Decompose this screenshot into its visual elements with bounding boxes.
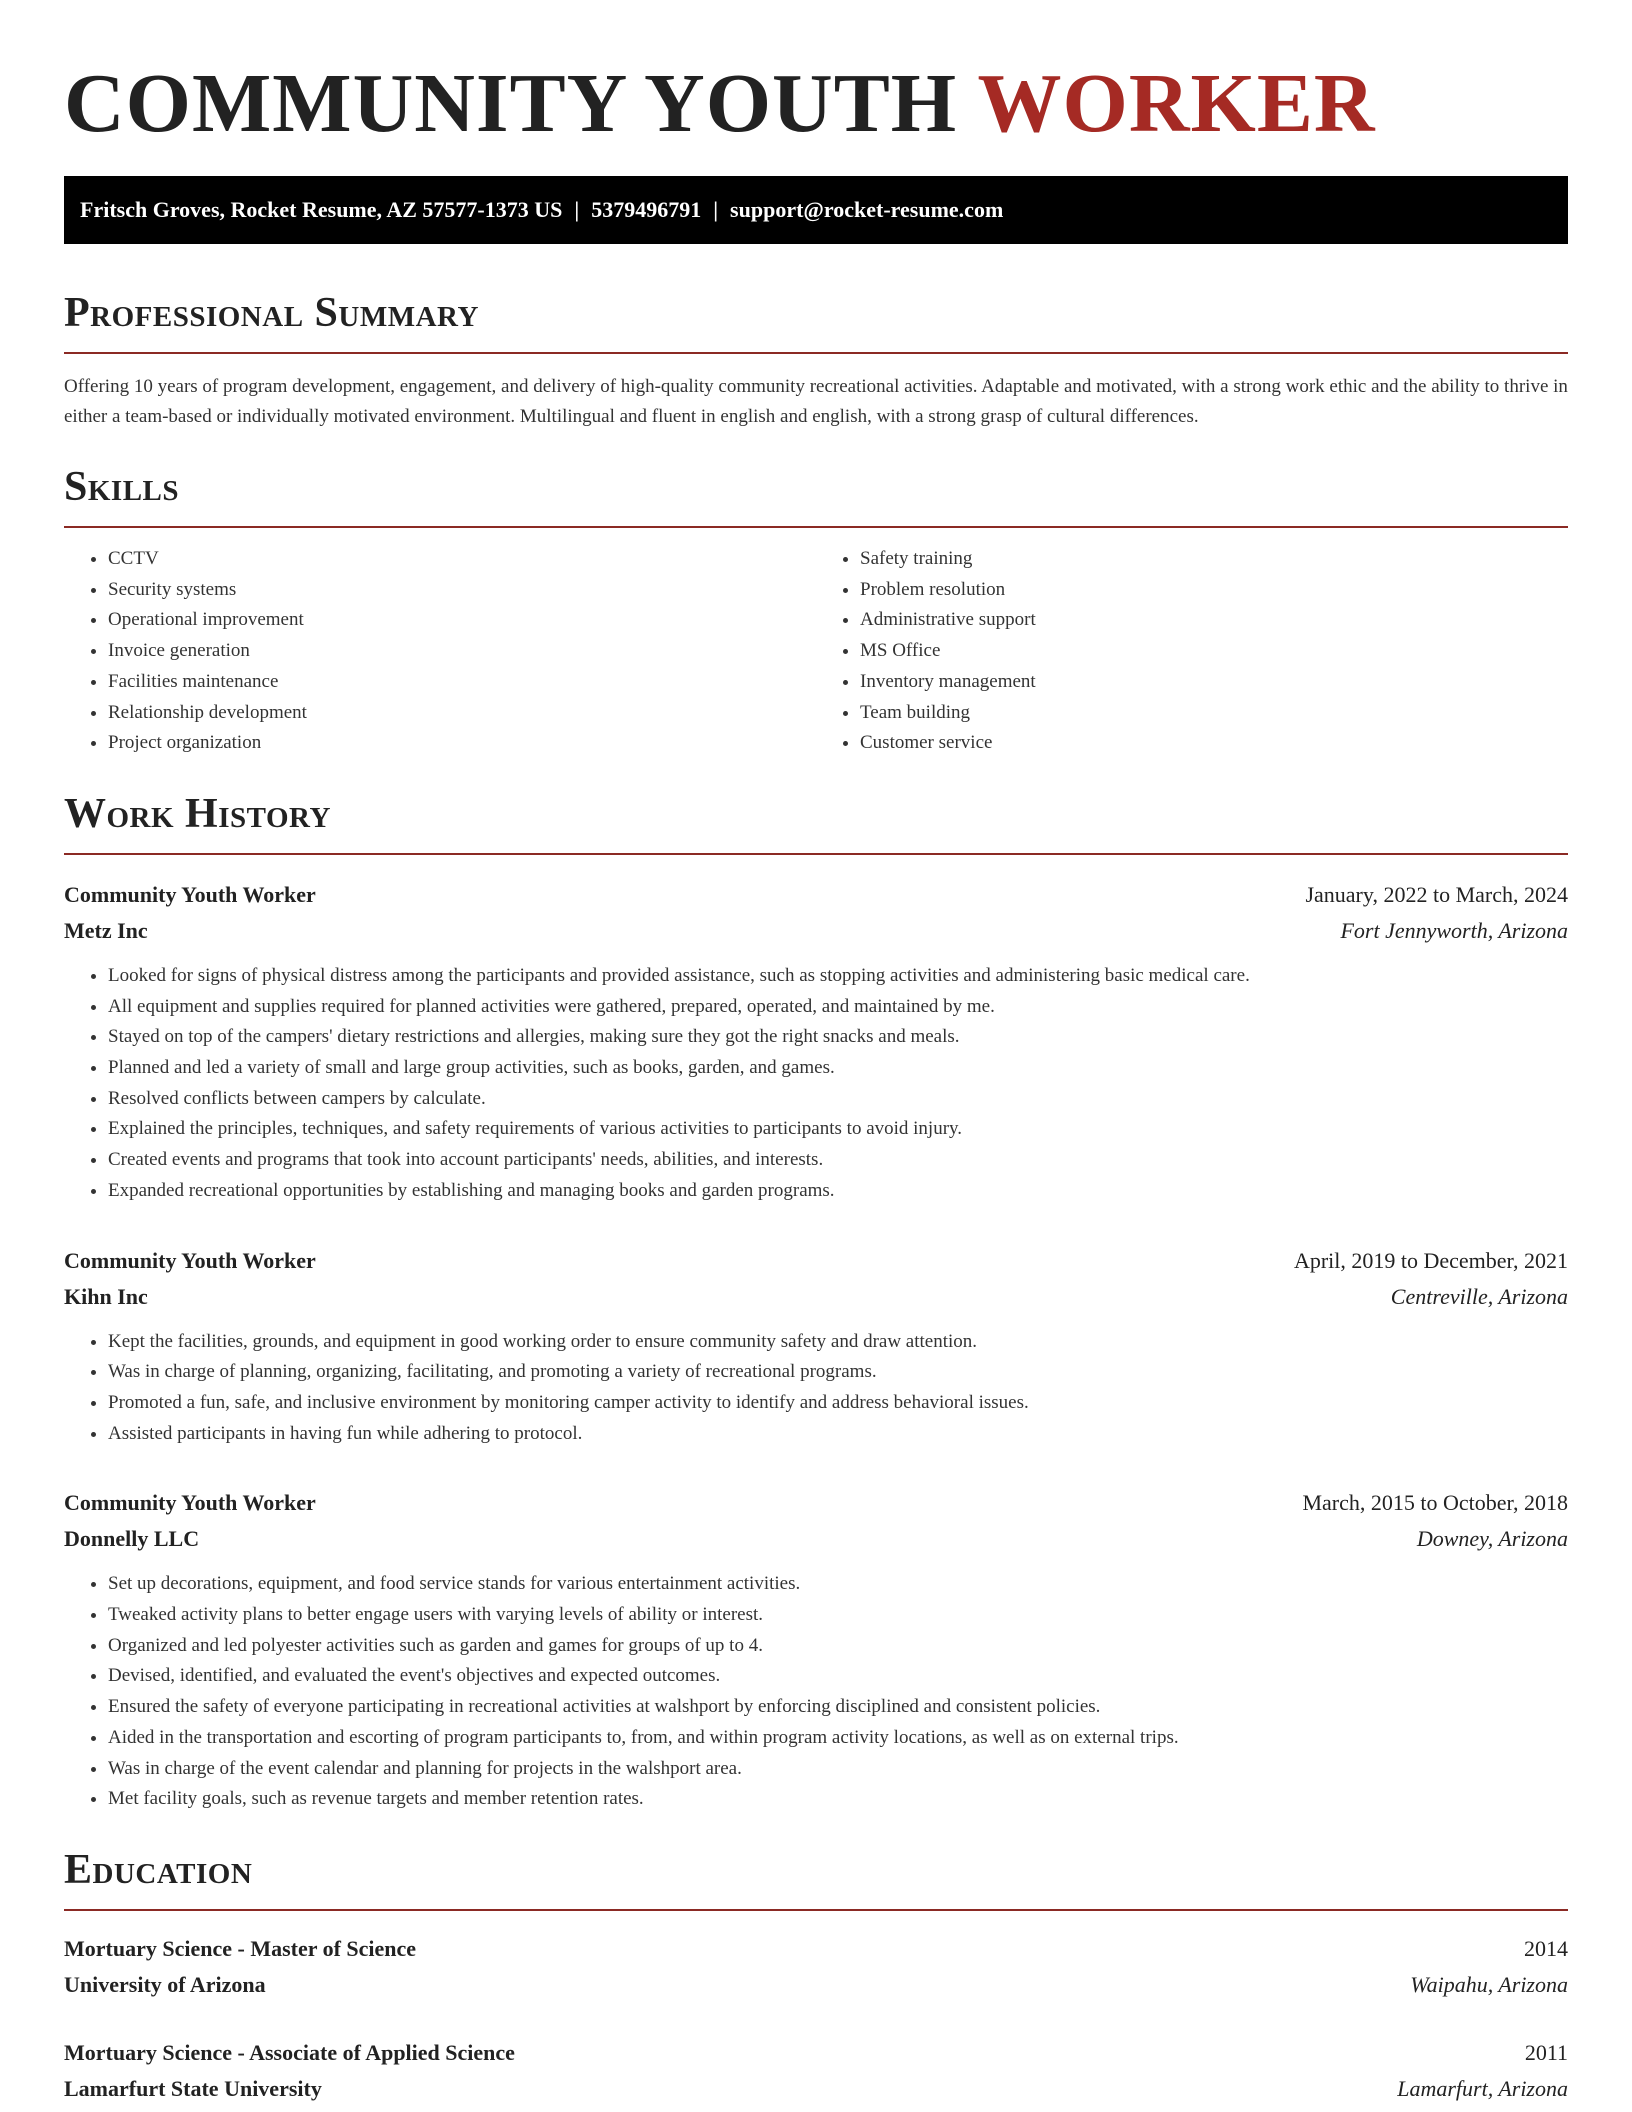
job-bullet: • Devised, identified, and evaluated the event's objectives and expected outcomes.	[108, 1661, 1568, 1692]
education-school: Lamarfurt State University	[64, 2075, 322, 2101]
skill-item: • Facilities maintenance	[108, 667, 816, 698]
name-accent: WORKER	[977, 57, 1376, 150]
education-degree: Mortuary Science - Associate of Applied Science	[64, 2039, 515, 2065]
job-bullet: • Promoted a fun, safe, and inclusive environment by monitoring camper activity to identify and address behavioral issues.	[108, 1388, 1568, 1419]
resume-name	[64, 56, 1568, 152]
job-location: Centreville, Arizona	[1390, 1283, 1568, 1309]
section-heading-work-history: Work History	[64, 790, 331, 837]
contact-bar	[64, 176, 1568, 244]
job-company-row	[64, 1521, 1568, 1557]
job-company-row	[64, 913, 1568, 949]
skill-item: • Security systems	[108, 575, 816, 606]
job-bullet: • Was in charge of planning, organizing, facilitating, and promoting a variety of recreational programs.	[108, 1357, 1568, 1388]
skill-item: • Invoice generation	[108, 636, 816, 667]
skill-item: • Problem resolution	[860, 575, 1568, 606]
section-heading-skills: Skills	[64, 464, 180, 510]
job-dates: January, 2022 to March, 2024	[1305, 881, 1568, 907]
education-school-row	[64, 2071, 1568, 2107]
skill-item: • Administrative support	[860, 605, 1568, 636]
education-year: 2011	[1524, 2039, 1568, 2065]
job-bullets	[64, 1327, 1568, 1450]
job-title: Community Youth Worker	[64, 1490, 316, 1516]
job-bullet: • Kept the facilities, grounds, and equipment in good working order to ensure community safety and draw attention.	[108, 1327, 1568, 1358]
section-heading-education: Education	[64, 1846, 253, 1893]
job-bullets	[64, 961, 1568, 1207]
job-bullet: • Ensured the safety of everyone participating in recreational activities at walshport by enforcing disciplined and consistent policies.	[108, 1692, 1568, 1723]
skill-item: • Team building	[860, 698, 1568, 729]
job-entry	[64, 1485, 1568, 1815]
job-location: Fort Jennyworth, Arizona	[1340, 917, 1568, 943]
education-location: Lamarfurt, Arizona	[1397, 2075, 1568, 2101]
job-title: Community Youth Worker	[64, 881, 316, 907]
contact-address: Fritsch Groves, Rocket Resume, AZ 57577-1373 US	[80, 197, 563, 222]
skills-list-right	[816, 544, 1568, 759]
job-bullet: • Organized and led polyester activities such as garden and games for groups of up to 4.	[108, 1631, 1568, 1662]
education-entry	[64, 1931, 1568, 2003]
job-bullet: • Assisted participants in having fun while adhering to protocol.	[108, 1419, 1568, 1450]
job-bullet: • Tweaked activity plans to better engage users with varying levels of ability or interest.	[108, 1600, 1568, 1631]
job-bullet: • Stayed on top of the campers' dietary restrictions and allergies, making sure they got the right snacks and meals.	[108, 1022, 1568, 1053]
skill-item: • Customer service	[860, 728, 1568, 759]
skill-item: • Relationship development	[108, 698, 816, 729]
job-bullet: • Aided in the transportation and escorting of program participants to, from, and within program activity locations, as well as on external trips.	[108, 1723, 1568, 1754]
job-title-row	[64, 1485, 1568, 1521]
education-location: Waipahu, Arizona	[1410, 1971, 1568, 1997]
job-location: Downey, Arizona	[1416, 1526, 1568, 1552]
job-company: Metz Inc	[64, 917, 148, 943]
section-divider	[64, 352, 1568, 354]
job-bullet: • Explained the principles, techniques, and safety requirements of various activities to participants to avoid injury.	[108, 1114, 1568, 1145]
skill-item: • Inventory management	[860, 667, 1568, 698]
job-bullet: • Expanded recreational opportunities by establishing and managing books and garden programs.	[108, 1176, 1568, 1207]
skill-item: • Safety training	[860, 544, 1568, 575]
job-entry	[64, 1243, 1568, 1450]
job-title-row	[64, 877, 1568, 913]
job-bullet: • Set up decorations, equipment, and food service stands for various entertainment activities.	[108, 1569, 1568, 1600]
contact-phone: 5379496791	[591, 197, 702, 222]
contact-separator: |	[713, 197, 719, 222]
job-bullets	[64, 1569, 1568, 1815]
education-year: 2014	[1524, 1935, 1568, 1961]
education-school-row	[64, 1967, 1568, 2003]
job-company-row	[64, 1279, 1568, 1315]
job-bullet: • Was in charge of the event calendar and planning for projects in the walshport area.	[108, 1754, 1568, 1785]
job-bullet: • Looked for signs of physical distress among the participants and provided assistance, such as stopping activities and administering basic medical care.	[108, 961, 1568, 992]
skill-item: • MS Office	[860, 636, 1568, 667]
job-bullet: • Resolved conflicts between campers by calculate.	[108, 1084, 1568, 1115]
summary-text: Offering 10 years of program development, engagement, and delivery of high-quality community recreational activities. Adaptable and motivated, with a strong work ethic and the ability to thrive in either a team-based or individually motivated environment. Multilingual and fluent in english and english, with a strong grasp of cultural differences.	[64, 376, 1568, 427]
job-dates: March, 2015 to October, 2018	[1302, 1490, 1568, 1516]
skill-item: • Operational improvement	[108, 605, 816, 636]
job-bullet: • Created events and programs that took into account participants' needs, abilities, and interests.	[108, 1145, 1568, 1176]
section-divider	[64, 1909, 1568, 1911]
section-heading-summary: Professional Summary	[64, 290, 479, 336]
job-bullet: • Planned and led a variety of small and large group activities, such as books, garden, and games.	[108, 1053, 1568, 1084]
education-section	[64, 1845, 1568, 2107]
job-bullet: • All equipment and supplies required for planned activities were gathered, prepared, operated, and maintained by me.	[108, 992, 1568, 1023]
section-divider	[64, 853, 1568, 855]
education-degree: Mortuary Science - Master of Science	[64, 1935, 417, 1961]
skills-columns	[64, 544, 1568, 759]
education-degree-row	[64, 2035, 1568, 2071]
job-title-row	[64, 1243, 1568, 1279]
skill-item: • Project organization	[108, 728, 816, 759]
education-degree-row	[64, 1931, 1568, 1967]
skills-list-left	[64, 544, 816, 759]
education-school: University of Arizona	[64, 1971, 266, 1997]
section-divider	[64, 526, 1568, 528]
name-main: COMMUNITY YOUTH	[64, 57, 958, 150]
education-entry	[64, 2035, 1568, 2107]
job-company: Kihn Inc	[64, 1283, 148, 1309]
contact-separator: |	[574, 197, 580, 222]
job-title: Community Youth Worker	[64, 1247, 316, 1273]
skills-section	[64, 462, 1568, 759]
contact-email[interactable]: support@rocket-resume.com	[730, 197, 1004, 222]
job-bullet: • Met facility goals, such as revenue targets and member retention rates.	[108, 1784, 1568, 1815]
summary-section	[64, 288, 1568, 432]
job-company: Donnelly LLC	[64, 1526, 200, 1552]
skill-item: • CCTV	[108, 544, 816, 575]
job-dates: April, 2019 to December, 2021	[1293, 1247, 1568, 1273]
work-history-section	[64, 789, 1568, 1815]
job-entry	[64, 877, 1568, 1207]
